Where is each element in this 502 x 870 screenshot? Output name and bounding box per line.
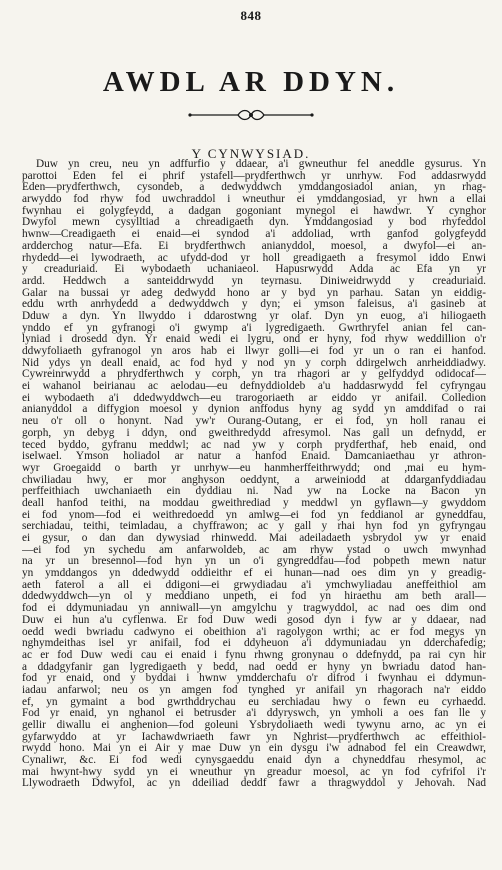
text-line: wyr Groegaidd o barth yr unrhyw—eu hanmherffeithrwydd; ond ,mai eu hym- — [22, 462, 486, 474]
text-line: deall hanfod teithi, na moddau gweithrediad y meddwl yn gyflawn—y gwyddom — [22, 497, 486, 509]
text-line: rwydd hono. Mai yn ei Air y mae Duw yn ein dysgu i'w adnabod fel ein Creawdwr, — [22, 743, 486, 755]
text-line: arwyddo fod rhyw fod uwchraddol i wneuthur ei ymddangosiad, yr hwn a ellai — [22, 194, 486, 206]
text-line: serchiadau, teithi, teimladau, a chyffrawon; ac y gall y rhai hyn fod yn gyfryngau — [22, 521, 486, 533]
text-line: ardd. Heddwch a santeiddrwydd yn teyrnasu. Diniweidrwydd y creaduriaid. — [22, 275, 486, 287]
text-line: oedd wedi bwriadu cadwyno ei obeithion a'i ragolygon wrthi; ac er fod megys yn — [22, 626, 486, 638]
text-line: aeth faterol a all ei ddigoni—ei grwydiadau a'i ymchwyliadau aneffeithiol am — [22, 579, 486, 591]
text-line: Galar na bussai yr adeg dedwydd hono ar y byd yn parhau. Satan yn eiddig- — [22, 287, 486, 299]
text-line: ei gysur, o dan dan dywysiad rhinwedd. Mai adeiladaeth ysbrydol yw yr enaid — [22, 533, 486, 544]
text-line: Llywodraeth Ddwyfol, ac yn ddeiliad deddf fawr a thragwyddol y Jehovah. Nad — [22, 778, 486, 790]
text-line: y creaduriaid. Ei wybodaeth uchaniaeol. Hapusrwydd Adda ac Efa yn yr — [22, 264, 486, 276]
text-line: Dwyfol mewn cysylltiad a chreadigaeth dyn. Ymddangosiad y bod rhyfeddol — [22, 217, 486, 229]
text-line: na yr un bresennol—fod hyn yn un o'i gyngreddfau—fod pobpeth mewn natur — [22, 556, 486, 568]
text-line: Duw ei hun a'u cyflenwa. Er fod Duw wedi gosod dyn i fyw ar y ddaear, nad — [22, 614, 486, 626]
text-line: ardderchog natur—Efa. Ei brydferthwch anianyddol, moesol, a dwyfol—ei an- — [22, 240, 486, 252]
text-line: anianyddol a diffygion moesol y dynion anffodus hyny ag sydd yn amddifad o rai — [22, 404, 486, 416]
text-line: gyfarwyddo at yr Iachawdwriaeth fawr yn Nghrist—prydferthwch ac effeithiol- — [22, 731, 486, 743]
text-line: a ddadgyfanir gan lygredigaeth y bedd, nad oedd er hyny yn bwriadu datod han- — [22, 661, 486, 673]
text-line: Cywreinrwydd a phrydferthwch y corph, yn tra rhagori ar y gelfyddyd odidocaf— — [22, 369, 486, 381]
text-line: yn ymddangos yn ddedwydd oddieithr ef ei hunan—nad oes dim yn y greadig- — [22, 568, 486, 580]
text-line: ynddo ef yn gyfranogi o'i gwymp a'i lygredigaeth. Gwrthryfel anian fel can- — [22, 322, 486, 334]
text-line: Dduw a dyn. Yn llwyddo i ddarostwng yr olaf. Dyn yn euog, a'i hiliogaeth — [22, 310, 486, 322]
text-line: lyniad i drosedd dyn. Yr enaid wedi ei lygru, ond er hyny, fod rhyw weddillion o'r — [22, 334, 486, 346]
text-line: chwiliadau hwy, er mor anghyson oeddynt, a arweiniodd at ddarganfyddiadau — [22, 474, 486, 486]
text-line: iselwael. Ymson holiadol ar natur a hanfod Enaid. Damcaniaethau yr athron- — [22, 451, 486, 463]
text-line: nghymdeithas isel yr anifail, fod ei ddyheuon a'i ddymuniadau yn dderchafedig; — [22, 638, 486, 650]
text-line: Fod yr enaid, yn nghanol ei betrusder a'i ddyryswch, yn ymholi a oes fan lle y — [22, 708, 486, 720]
summary-body — [22, 159, 486, 790]
text-line: parottoi Eden fel ei phrif ystafell—prydferthwch yr unrhyw. Fod addasrwydd — [22, 170, 486, 182]
text-line: fod yr enaid, ond y byddai i hwnw ymdderchafu o'r difrod i fwynhau ei ddymun- — [22, 673, 486, 685]
text-line: ef, yn gymaint a bod gwrthddrychau eu serchiadau hwy o fewn eu cyrhaedd. — [22, 696, 486, 708]
section-heading: Y CYNWYSIAD. — [191, 146, 311, 161]
text-line: hwnw—Creadigaeth ei enaid—ei syndod a'i addoliad, wrth ganfod golygfeydd — [22, 229, 486, 241]
text-line: teced byddo, gyfranu meddwl; ac nad yw y corph prydferthaf, heb enaid, ond — [22, 439, 486, 451]
text-line: ddedwyddwch—yn ol y meddiano unpeth, ei fod yn hiraethu am beth arall— — [22, 591, 486, 603]
text-line: gorph, yn debyg i ddyn, ond gweithredydd afresymol. Nas gall un defnydd, er — [22, 427, 486, 439]
text-line: iadau anfarwol; neu os yn amgen fod tynghed yr anifail yn rhagorach na'r eiddo — [22, 684, 486, 696]
text-line: ei wybodaeth a'i ddedwyddwch—eu trarogoriaeth ar eiddo yr anifail. Colledion — [22, 392, 486, 404]
ornamental-divider-icon — [186, 108, 316, 122]
text-line: ei wahanol beirianau ac aelodau—eu defnyddioldeb a'u haddasrwydd fel cyfryngau — [22, 381, 486, 393]
text-line: neu o'r oll o honynt. Nad yw'r Ourang-Outang, er ei fod, yn holl ranau ei — [22, 416, 486, 428]
text-line: —ei fod yn sychedu am anfarwoldeb, ac am rhyw ystad o uwch mwynhad — [22, 544, 486, 556]
text-line: ddwyfoliaeth gyfranogol yn aros hab ei llwyr golli—ei fod yr un o ran ei hanfod. — [22, 346, 486, 357]
text-line: Cynaliwr, &c. Ei fod wedi cynysgaeddu enaid dyn a chyneddfau rhesymol, ac — [22, 755, 486, 767]
text-line: Eden—prydferthwch, cysondeb, a dedwyddwch ymddangosiadol anian, yn rhag- — [22, 182, 486, 194]
text-line: fwynhau ei golygfeydd, a dadgan gogoniant mynegol ei hawdwr. Y cynghor — [22, 205, 486, 217]
text-line: Nid ydys yn deall enaid, ac fod hyd y nod yn y corph ddirgelwch anrheiddiadwy. — [22, 357, 486, 369]
text-line: perffeithiach uwchaniaeth ein dyddiau ni. Nad yw na Locke na Bacon yn — [22, 486, 486, 498]
text-line: Duw yn creu, neu yn adffurfio y ddaear, a'i gwneuthur fel aneddle gysurus. Yn — [36, 159, 486, 170]
text-line: mai hwynt-hwy sydd yn ei wneuthur yn greadur moesol, ac yn fod cyfrifol i'r — [22, 766, 486, 778]
page-title: AWDL AR DDYN. — [102, 66, 400, 98]
page-number: 848 — [240, 8, 262, 23]
text-line: fod ei ddymuniadau yn anniwall—yn amgylchu y tragwyddol, ac nad oes dim ond — [22, 603, 486, 615]
text-line: eddu wrth anrhydedd a dedwyddwch y dyn; ei ymson faleisus, a'i gasineb at — [22, 299, 486, 311]
text-line: ei fod ynom—fod ei weithredoedd yn amlwg—ei fod yn feddianol ar gyneddfau, — [22, 509, 486, 521]
text-line: rhydedd—ei lywodraeth, ac ufydd-dod yr holl greadigaeth a fresymol iddo Enwi — [22, 252, 486, 264]
text-line: ac er fod Duw wedi cau ei enaid i fynu rhwng gronynau o ddefnydd, pa rai cyn hir — [22, 649, 486, 661]
text-line: gellir diwallu ei anghenion—fod goleuni Ysbrydoliaeth wedi tywynu arno, ac yn ei — [22, 720, 486, 731]
